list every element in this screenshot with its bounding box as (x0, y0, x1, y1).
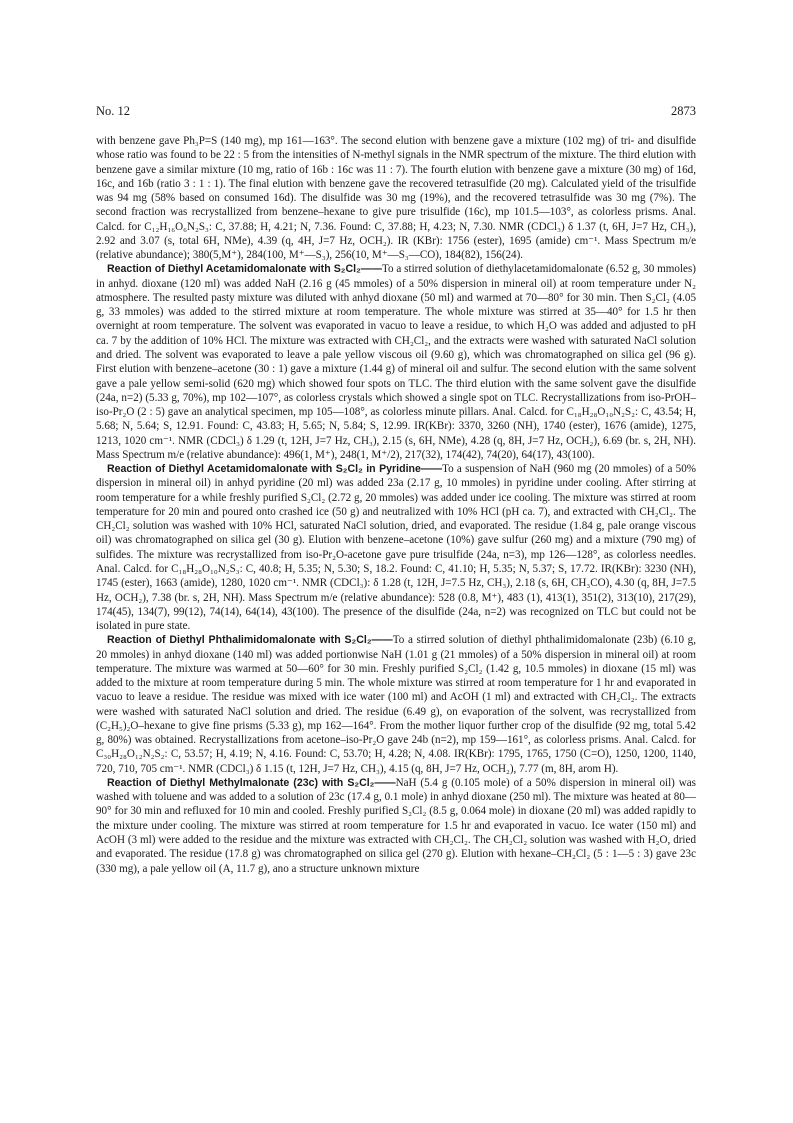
paragraph (96, 633, 696, 776)
paragraph (96, 776, 696, 876)
paragraph-text: NaH (5.4 g (0.105 mole) of a 50% dispersion in mineral oil) was washed with toluene and was added to a solution of 23c (17.4 g, 0.1 mole) in anhyd dioxane (250 ml). The mixture was heated at 80—90° for 30 min and refluxed for 10 min and cooled. Freshly purified S₂Cl₂ (8.5 g, 0.064 mole) in dioxane (20 ml) was added rapidly to the mixture under cooling. The mixture was stirred at room temperature for 1.5 hr and evaporated in vacuo. Ice water (150 ml) and AcOH (3 ml) were added to the residue and the mixture was extracted with CH₂Cl₂. The CH₂Cl₂ solution was washed with H₂O, dried and evaporated. The residue (17.8 g) was chromatographed on silica gel (270 g). Elution with hexane–CH₂Cl₂ (5 : 1—5 : 3) gave 23c (330 mg), a pale yellow oil (A, 11.7 g), ano a structure unknown mixture (96, 776, 696, 875)
section-heading: Reaction of Diethyl Acetamidomalonate with S₂Cl₂ in Pyridine—— (107, 463, 443, 476)
section-heading: Reaction of Diethyl Acetamidomalonate with S₂Cl₂—— (107, 263, 382, 276)
issue-number: No. 12 (96, 104, 131, 118)
paragraph-text: with benzene gave Ph₃P=S (140 mg), mp 161—163°. The second elution with benzene gave a mixture (102 mg) of tri- and disulfide whose ratio was found to be 22 : 5 from the intensities of N-methyl signals in the NMR spectrum of the mixture. The third elution with benzene gave a similar mixture (10 mg, ratio of 16b : 16c was 11 : 7). The fourth elution with benzene gave a mixture (30 mg) of 16d, 16c, and 16b (ratio 3 : 1 : 1). The final elution with benzene gave the recovered tetrasulfide (20 mg). Calculated yield of the trisulfide was 94 mg (58% based on consumed 16d). The disulfide was 30 mg (19%), and the recovered tetrasulfide was 30 mg (7%). The second fraction was recrystallized from benzene–hexane to give pure trisulfide (16c), mp 101.5—103°, as colorless prisms. Anal. Calcd. for C₁₂H₁₆O₆N₂S₃: C, 37.88; H, 4.21; N, 7.36. Found: C, 37.88; H, 4.23; N, 7.30. NMR (CDCl₃) δ 1.37 (t, 6H, J=7 Hz, CH₃), 2.92 and 3.07 (s, total 6H, NMe), 4.39 (q, 4H, J=7 Hz, OCH₂). IR (KBr): 1756 (ester), 1695 (amide) cm⁻¹. Mass Spectrum m/e (relative abundance); 380(5,M⁺), 284(100, M⁺—S₃), 256(10, M⁺—S₃—CO), 184(82), 156(24). (96, 135, 696, 262)
section-heading: Reaction of Diethyl Methylmalonate (23c) with S₂Cl₂—— (107, 776, 396, 789)
paragraph (96, 262, 696, 462)
paragraph-text: To a suspension of NaH (960 mg (20 mmoles) of a 50% dispersion in mineral oil) in anhyd pyridine (20 ml) was added 23a (2.17 g, 10 mmoles) in pyridine under cooling. After stirring at room temperature for a while freshly purified S₂Cl₂ (2.72 g, 20 mmoles) was added under ice cooling. The mixture was stirred at room temperature for 20 min and poured onto crashed ice (50 g) and neutralized with 10% HCl (pH ca. 7), and extracted with CH₂Cl₂. The CH₂Cl₂ solution was washed with 10% HCl, saturated NaCl solution, dried, and evaporated. The residue (1.84 g, pale orange viscous oil) was chromatographed on silica gel (30 g). Elution with benzene–acetone (10%) gave sulfur (260 mg) and a mixture (790 mg) of sulfides. The mixture was recrystallized from iso-Pr₂O-acetone gave pure trisulfide (24a, n=3), mp 126—128°, as colorless needles. Anal. Calcd. for C₁₈H₂₈O₁₀N₂S₃: C, 40.8; H, 5.35; N, 5.30; S, 18.2. Found: C, 41.10; H, 5.35; N, 5.37; S, 17.72. IR(KBr): 3230 (NH), 1745 (ester), 1663 (amide), 1280, 1020 cm⁻¹. NMR (CDCl₃): δ 1.28 (t, 12H, J=7.5 Hz, CH₃), 2.18 (s, 6H, CH₃CO), 4.30 (q, 8H, J=7.5 Hz, OCH₂), 7.38 (br. s, 2H, NH). Mass Spectrum m/e (relative abundance): 528 (0.8, M⁺), 483 (1), 413(1), 351(2), 313(10), 217(29), 174(45), 134(7), 99(12), 74(14), 64(14), 43(100). The presence of the disulfide (24a, n=2) was recognized on TLC but could not be isolated in pure state. (96, 463, 696, 633)
paragraph-text: To a stirred solution of diethylacetamidomalonate (6.52 g, 30 mmoles) in anhyd. dioxane (120 ml) was added NaH (2.16 g (45 mmoles) of a 50% dispersion in mineral oil) at room temperature under N₂ atmosphere. The resulted pasty mixture was diluted with anhyd dioxane (50 ml) and warmed at 70—80° for 30 min. Then S₂Cl₂ (4.05 g, 33 mmoles) was added to the stirred mixture at room temperature. The whole mixture was stirred at 35—40° for 1.5 hr then overnight at room temperature. The solvent was evaporated in vacuo to leave a residue, to which H₂O was added and adjusted to pH ca. 7 by the addition of 10% HCl. The mixture was extracted with CH₂Cl₂, and the extracts were washed with saturated NaCl solution and dried. The solvent was evaporated to leave a pale yellow viscous oil (9.60 g), which was chromatographed on silica gel (96 g). First elution with benzene–acetone (30 : 1) gave a mixture (1.44 g) of mineral oil and sulfur. The second elution with the same solvent gave a pale yellow semi-solid (620 mg) which showed four spots on TLC. The third elution with the same solvent gave the disulfide (24a, n=2) (5.33 g, 70%), mp 102—107°, as colorless crystals which showed a single spot on TLC. Recrystallizations from iso-PrOH–iso-Pr₂O (2 : 5) gave an analytical specimen, mp 105—108°, as colorless minute pillars. Anal. Calcd. for C₁₈H₂₈O₁₀N₂S₂: C, 43.54; H, 5.68; N, 5.64; S, 12.91. Found: C, 43.83; H, 5.65; N, 5.84; S, 12.99. IR(KBr): 3370, 3260 (NH), 1740 (ester), 1676 (amide), 1275, 1213, 1020 cm⁻¹. NMR (CDCl₃) δ 1.29 (t, 12H, J=7 Hz, CH₃), 2.15 (s, 6H, NMe), 4.28 (q, 8H, J=7 Hz, OCH₂), 6.69 (br. s, 2H, NH). Mass Spectrum m/e (relative abundance): 496(1, M⁺), 248(1, M⁺/2), 217(32), 174(42), 74(20), 64(17), 43(100). (96, 263, 696, 461)
paragraph (96, 134, 696, 262)
paragraph-text: To a stirred solution of diethyl phthalimidomalonate (23b) (6.10 g, 20 mmoles) in anhyd dioxane (140 ml) was added portionwise NaH (1.01 g (21 mmoles) of a 50% dispersion in mineral oil) at room temperature. The mixture was warmed at 50—60° for 30 min. Freshly purified S₂Cl₂ (1.42 g, 10.5 mmoles) in dioxane (15 ml) was added to the mixture at room temperature during 5 min. The whole mixture was stirred at room temperature for 1 hr and evaporated in vacuo to leave a residue. The residue was mixed with ice water (100 ml) and AcOH (1 ml) and extracted with CH₂Cl₂. The extracts were washed with saturated NaCl solution and dried. The residue (6.49 g), on evaporation of the solvent, was recrystallized from (C₂H₅)₂O–hexane to give fine prisms (5.33 g), mp 162—164°. From the mother liquor further crop of the disulfide (92 mg, total 5.42 g, 80%) was obtained. Recrystallizations from acetone–iso-Pr₂O gave 24b (n=2), mp 159—161°, as colorless prisms. Anal. Calcd. for C₃₀H₂₈O₁₂N₂S₂: C, 53.57; H, 4.19; N, 4.16. Found: C, 53.70; H, 4.28; N, 4.08. IR(KBr): 1795, 1765, 1750 (C=O), 1250, 1200, 1140, 720, 710, 705 cm⁻¹. NMR (CDCl₃) δ 1.15 (t, 12H, J=7 Hz, CH₃), 4.15 (q, 8H, J=7 Hz, OCH₂), 7.77 (m, 8H, arom H). (96, 634, 696, 775)
section-heading: Reaction of Diethyl Phthalimidomalonate with S₂Cl₂—— (107, 634, 393, 647)
page-number: 2873 (671, 104, 696, 118)
body-text (96, 134, 696, 876)
page-header (96, 104, 696, 124)
paragraph (96, 462, 696, 633)
